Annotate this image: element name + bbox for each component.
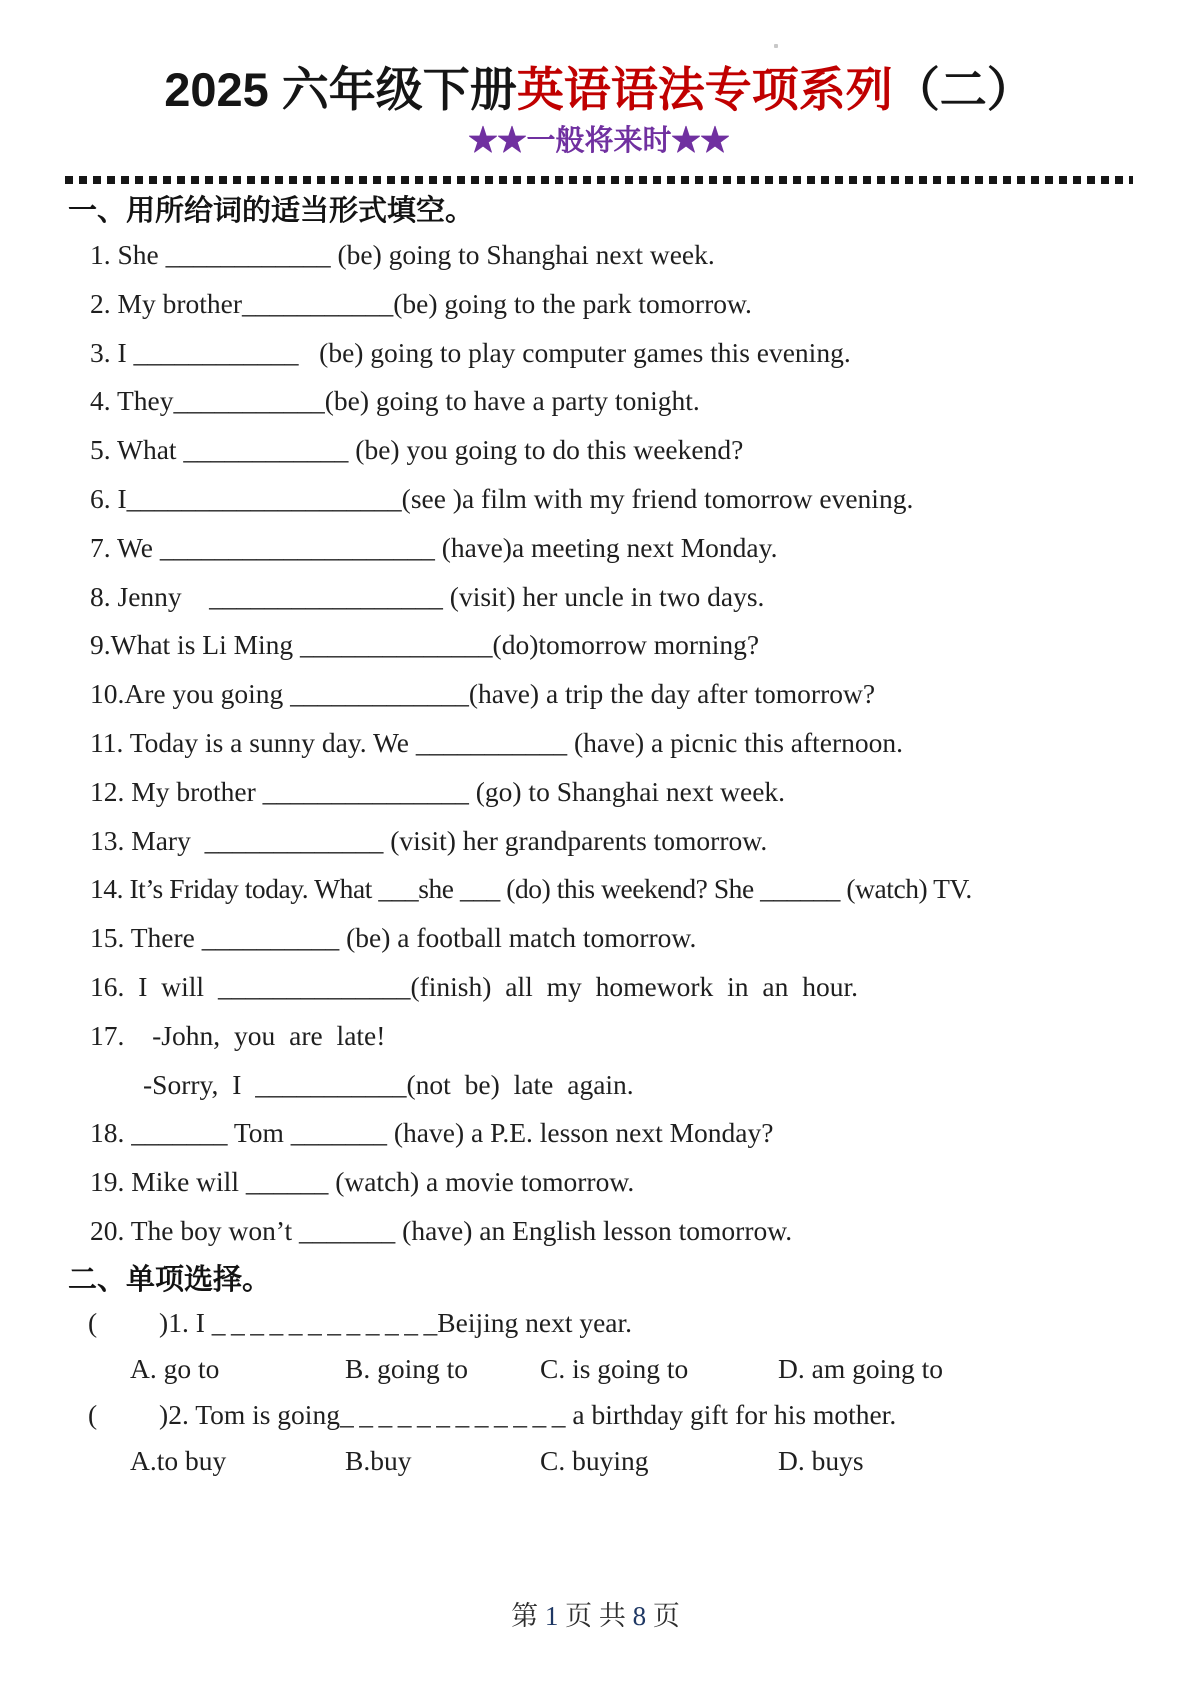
question-line: 13. Mary _____________ (visit) her grandparents tomorrow. [90, 824, 768, 856]
section2-heading: 二、单项选择。 [68, 1263, 272, 1296]
question-line: -Sorry, I ___________(not be) late again. [143, 1068, 634, 1100]
question-line: 16. I will ______________(finish) all my homework in an hour. [90, 970, 858, 1002]
question-line: 11. Today is a sunny day. We ___________ (have) a picnic this afternoon. [90, 726, 904, 758]
question-line: 17. -John, you are late! [90, 1019, 386, 1051]
footer-total-pages: 8 [632, 1601, 647, 1631]
section1-heading: 一、用所给词的适当形式填空。 [68, 195, 475, 227]
question-line: 4. They___________(be) going to have a party tonight. [90, 385, 700, 417]
worksheet-subtitle: ★★一般将来时★★ [468, 125, 730, 157]
question-line: 12. My brother _______________ (go) to Shanghai next week. [90, 775, 786, 807]
mc-options-row [65, 1346, 1133, 1392]
question-line: 9.What is Li Ming ______________(do)tomorrow morning? [90, 629, 760, 661]
mc-question-line: ( )2. Tom is going_ _ _ _ _ _ _ _ _ _ _ _ a birthday gift for his mother. [88, 1398, 897, 1430]
mc-option-c: C. is going to [540, 1352, 689, 1384]
mc-option-c: C. buying [540, 1444, 649, 1476]
page-footer [0, 1594, 1191, 1633]
question-line: 6. I____________________(see )a film with my friend tomorrow evening. [90, 482, 914, 514]
mc-option-b: B.buy [345, 1444, 412, 1476]
mc-option-a: A. go to [130, 1352, 220, 1384]
question-line: 19. Mike will ______ (watch) a movie tomorrow. [90, 1166, 635, 1198]
dotted-divider [65, 176, 1133, 184]
question-line: 7. We ____________________ (have)a meeting next Monday. [90, 531, 778, 563]
mc-option-a: A.to buy [130, 1444, 227, 1476]
mc-option-d: D. am going to [778, 1352, 943, 1384]
footer-page-number: 1 [544, 1601, 559, 1631]
mc-option-d: D. buys [778, 1444, 864, 1476]
question-line: 2. My brother___________(be) going to the park tomorrow. [90, 287, 752, 319]
footer-suffix: 页 [646, 1601, 680, 1631]
question-line: 18. _______ Tom _______ (have) a P.E. lesson next Monday? [90, 1117, 774, 1149]
mc-option-b: B. going to [345, 1352, 468, 1384]
question-line: 8. Jenny _________________ (visit) her uncle in two days. [90, 580, 765, 612]
question-line: 5. What ____________ (be) you going to do this weekend? [90, 434, 744, 466]
question-line: 20. The boy won’t _______ (have) an English lesson tomorrow. [90, 1214, 793, 1246]
mc-options-row [65, 1438, 1133, 1484]
question-line: 10.Are you going _____________(have) a trip the day after tomorrow? [90, 678, 876, 710]
question-line: 15. There __________ (be) a football match tomorrow. [90, 922, 697, 954]
title-part-black: 2025 六年级下册 [164, 63, 517, 116]
footer-prefix: 第 [511, 1601, 545, 1631]
footer-middle: 页 共 [558, 1601, 633, 1631]
question-line: 14. It’s Friday today. What ___she ___ (do) this weekend? She ______ (watch) TV. [90, 873, 972, 905]
mc-question-line: ( )1. I _ _ _ _ _ _ _ _ _ _ _ _Beijing next year. [88, 1306, 633, 1338]
worksheet-title [65, 62, 1133, 118]
page-content [65, 0, 1133, 1484]
title-part-red: 英语语法专项系列 [516, 63, 893, 116]
question-line: 3. I ____________ (be) going to play computer games this evening. [90, 336, 851, 368]
question-line: 1. She ____________ (be) going to Shanghai next week. [90, 239, 715, 270]
title-part-suffix: （二） [892, 63, 1034, 116]
